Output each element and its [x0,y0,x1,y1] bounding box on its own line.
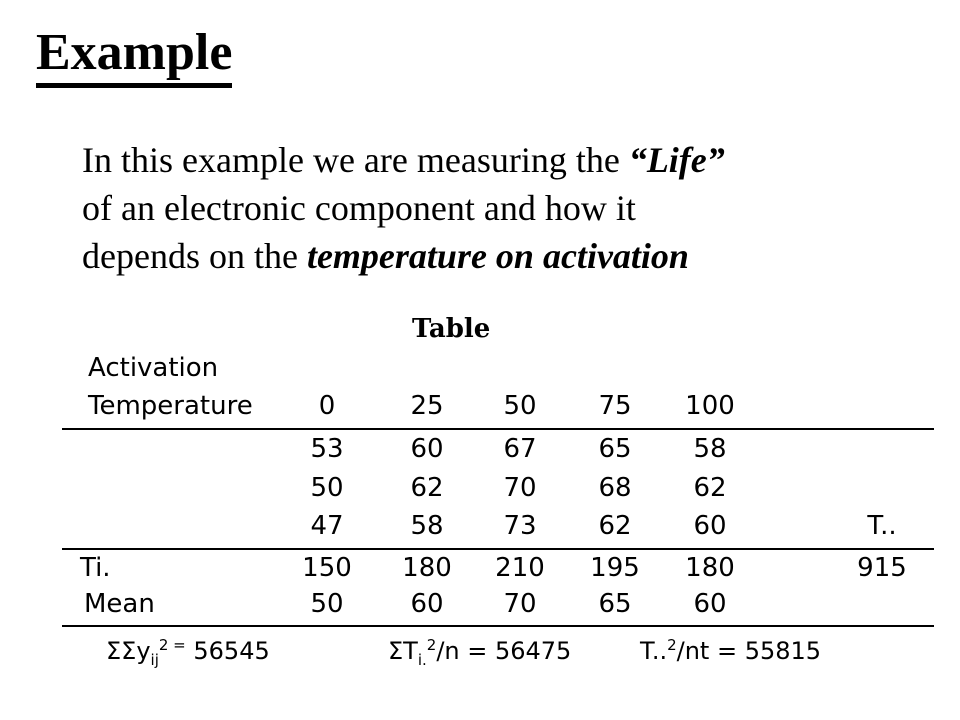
observation-cell: 50 [310,473,344,503]
temperature-header: 100 [685,391,735,421]
temperature-header: 75 [598,391,632,421]
temperature-label: Temperature [88,391,253,421]
mean-cell: 50 [310,589,344,619]
superscript: 2 [667,636,677,654]
observation-cell: 60 [693,511,727,541]
observation-cell: 65 [598,434,632,464]
total-cell: 180 [685,553,735,583]
grand-total-value: 915 [857,553,907,583]
superscript: 2 [426,636,437,654]
intro-paragraph [82,136,922,280]
life-emphasis: “Life” [628,140,725,180]
treatment-sum-formula [388,630,571,675]
treatment-sum-value: /n = 56475 [436,637,572,665]
summary-rule [62,625,934,627]
observation-cell: 70 [503,473,537,503]
observation-cell: 47 [310,511,344,541]
header-rule [62,428,934,430]
total-cell: 195 [590,553,640,583]
mean-cell: 65 [598,589,632,619]
mean-cell: 60 [410,589,444,619]
observation-cell: 53 [310,434,344,464]
observation-cell: 60 [410,434,444,464]
temperature-emphasis: temperature on activation [306,236,689,276]
intro-text: depends on the [82,236,307,276]
total-cell: 150 [302,553,352,583]
total-cell: 210 [495,553,545,583]
table-caption: Table [412,314,491,344]
observation-cell: 67 [503,434,537,464]
observation-cell: 73 [503,511,537,541]
treatment-sum-symbol: ΣT [388,637,418,665]
subscript: i. [417,650,427,669]
mean-cell: 70 [503,589,537,619]
total-cell: 180 [402,553,452,583]
observation-cell: 62 [410,473,444,503]
activation-label: Activation [88,353,219,383]
correction-term-symbol: T.. [640,637,668,665]
mean-label: Mean [84,589,155,619]
observation-cell: 58 [410,511,444,541]
superscript: 2 = [158,636,186,654]
correction-term-formula [640,630,821,666]
intro-line-3 [82,232,922,280]
temperature-header: 25 [410,391,444,421]
temperature-header: 50 [503,391,537,421]
temperature-header: 0 [318,391,336,421]
intro-line-2: of an electronic component and how it [82,188,636,228]
observation-cell: 62 [598,511,632,541]
totals-label: Ti. [80,553,111,583]
sum-of-squares-value: 56545 [185,637,270,665]
slide-title: Example [36,24,232,88]
subscript: ij [150,650,159,669]
correction-term-value: /nt = 55815 [676,637,822,665]
grand-total-label: T.. [867,511,897,541]
intro-text: In this example we are measuring the [82,140,629,180]
observation-cell: 58 [693,434,727,464]
intro-line-1 [82,136,922,184]
totals-rule [62,548,934,550]
mean-cell: 60 [693,589,727,619]
observation-cell: 68 [598,473,632,503]
observation-cell: 62 [693,473,727,503]
sum-of-squares-symbol: ΣΣy [106,637,151,665]
sum-of-squares-formula [106,630,270,675]
